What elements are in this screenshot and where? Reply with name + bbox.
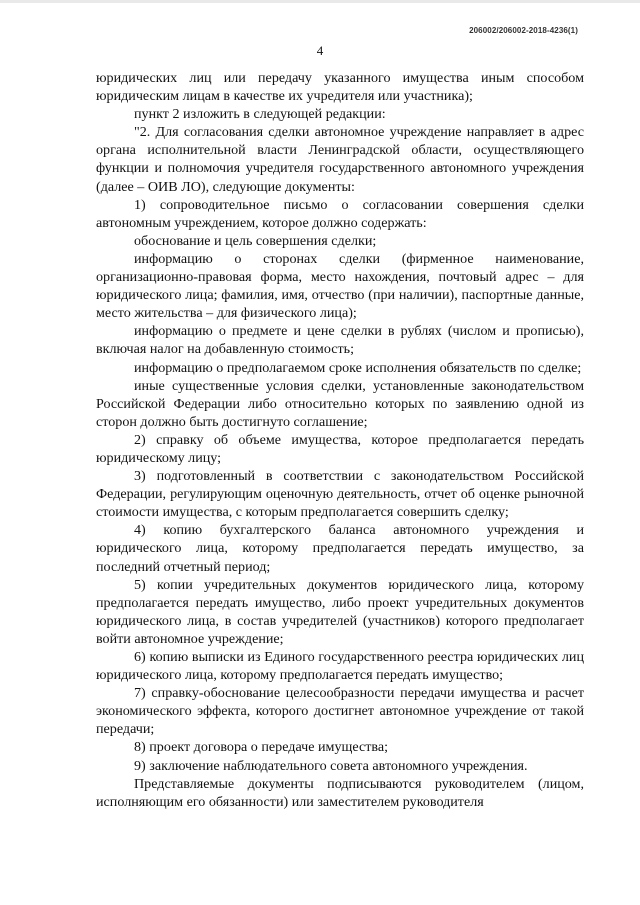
paragraph: 1) сопроводительное письмо о согласовании совершения сделки автономным учреждением, которое должно содержать: [96, 196, 584, 231]
paragraph: обоснование и цель совершения сделки; [134, 232, 377, 249]
scan-edge-artifact [0, 0, 640, 3]
paragraph: 2) справку об объеме имущества, которое предполагается передать юридическому лицу; [96, 431, 584, 466]
paragraph: "2. Для согласования сделки автономное учреждение направляет в адрес органа исполнительной власти Ленинградской области, осуществляющего функции и полномочия учредителя государственного автономного учреждения (далее – ОИВ ЛО), следующие документы: [96, 124, 584, 195]
paragraph: 7) справку-обоснование целесообразности передачи имущества и расчет экономического эффекта, которого достигнет автономное учреждение от такой передачи; [96, 685, 584, 738]
paragraph: Представляемые документы подписываются руководителем (лицом, исполняющим его обязанности) или заместителем руководителя [96, 775, 584, 810]
page-number: 4 [316, 43, 324, 58]
paragraph: информацию о сторонах сделки (фирменное наименование, организационно-правовая форма, место нахождения, почтовый адрес – для юридического лица; фамилия, имя, отчество (при наличии), паспортные данные, место жительства – для физического лица); [96, 250, 584, 322]
document-id: 206002/206002-2018-4236(1) [469, 26, 578, 35]
paragraph: 4) копию бухгалтерского баланса автономного учреждения и юридического лица, которому предполагается передать имущество, за последний отчетный период; [96, 522, 584, 575]
paragraph: юридических лиц или передачу указанного имущества иным способом юридическим лицам в качестве их учредителя или участника); [96, 70, 584, 105]
paragraph: 6) копию выписки из Единого государственного реестра юридических лиц юридического лица, которому предполагается передать имущество; [96, 649, 584, 684]
paragraph: 8) проект договора о передаче имущества; [134, 739, 389, 756]
paragraph: 9) заключение наблюдательного совета автономного учреждения. [134, 757, 528, 774]
document-body [96, 69, 584, 811]
paragraph: информацию о предполагаемом сроке исполнения обязательств по сделке; [134, 359, 582, 376]
paragraph: 5) копии учредительных документов юридического лица, которому предполагается передать имущество, либо проект учредительных документов юридического лица, в состав учредителей (участников) которого предполагает войти автономное учреждение; [96, 576, 584, 647]
paragraph: информацию о предмете и цене сделки в рублях (числом и прописью), включая налог на добавленную стоимость; [96, 323, 584, 358]
paragraph: иные существенные условия сделки, установленные законодательством Российской Федерации либо относительно которых по заявлению одной из сторон должно быть достигнуто соглашение; [96, 377, 584, 430]
paragraph: пункт 2 изложить в следующей редакции: [134, 106, 386, 123]
paragraph: 3) подготовленный в соответствии с законодательством Российской Федерации, регулирующим оценочную деятельность, отчет об оценке рыночной стоимости имущества, с которым предполагается совершить сделку; [96, 468, 584, 521]
